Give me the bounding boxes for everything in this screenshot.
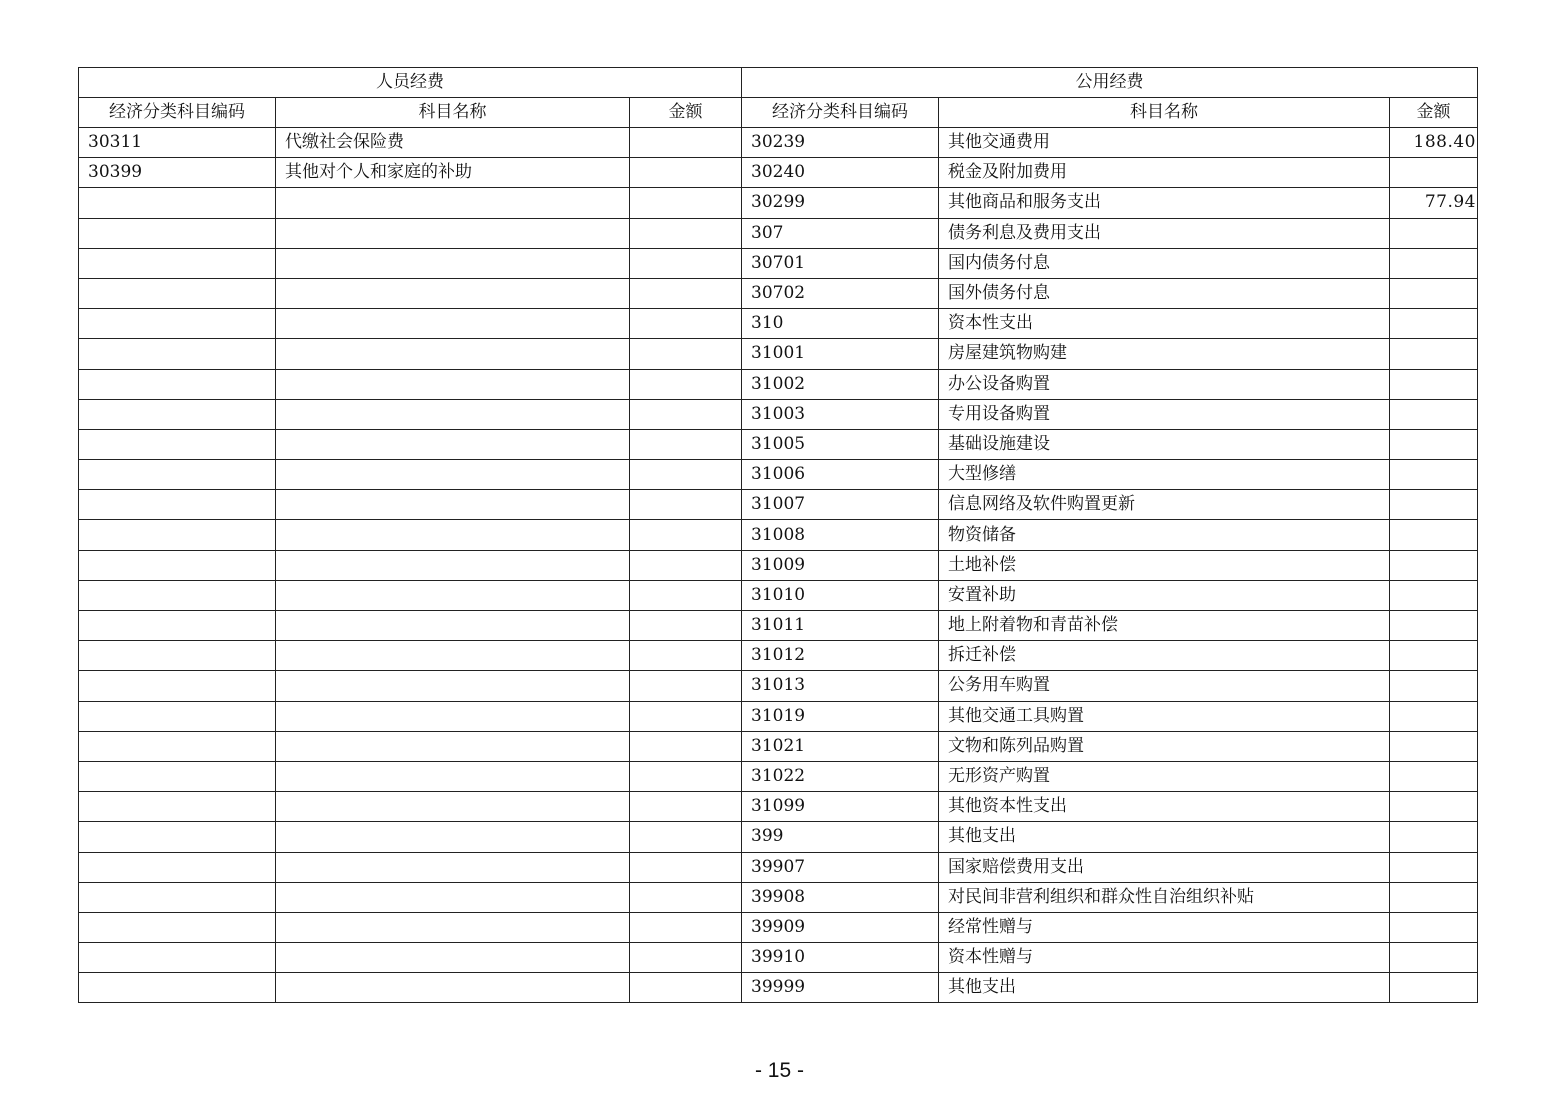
left-code-cell	[79, 520, 276, 550]
left-name-header: 科目名称	[276, 98, 630, 128]
right-amount-cell	[1390, 852, 1478, 882]
right-amount-cell	[1390, 490, 1478, 520]
right-code-cell: 39907	[742, 852, 939, 882]
right-name-cell: 文物和陈列品购置	[939, 731, 1390, 761]
table-row	[79, 641, 1478, 671]
right-name-cell: 大型修缮	[939, 460, 1390, 490]
left-code-cell	[79, 580, 276, 610]
right-amount-cell	[1390, 429, 1478, 459]
left-name-cell	[276, 792, 630, 822]
table-row	[79, 369, 1478, 399]
left-name-cell	[276, 248, 630, 278]
left-code-cell	[79, 429, 276, 459]
table-row	[79, 792, 1478, 822]
table-row	[79, 278, 1478, 308]
table-row	[79, 611, 1478, 641]
right-code-cell: 31001	[742, 339, 939, 369]
table-row	[79, 550, 1478, 580]
left-amount-cell	[630, 128, 742, 158]
page-number: - 15 -	[754, 1059, 804, 1082]
right-code-cell: 30299	[742, 188, 939, 218]
right-amount-cell	[1390, 218, 1478, 248]
right-amount-cell	[1390, 339, 1478, 369]
table-row	[79, 973, 1478, 1003]
table-row	[79, 460, 1478, 490]
right-code-cell: 31007	[742, 490, 939, 520]
right-amount-cell	[1390, 550, 1478, 580]
left-name-cell	[276, 550, 630, 580]
right-name-cell: 国内债务付息	[939, 248, 1390, 278]
right-amount-cell	[1390, 520, 1478, 550]
right-name-cell: 对民间非营利组织和群众性自治组织补贴	[939, 882, 1390, 912]
table-row	[79, 399, 1478, 429]
right-amount-cell	[1390, 278, 1478, 308]
right-amount-cell	[1390, 822, 1478, 852]
right-code-cell: 31006	[742, 460, 939, 490]
table-row	[79, 822, 1478, 852]
left-name-cell	[276, 309, 630, 339]
right-code-cell: 310	[742, 309, 939, 339]
right-code-cell: 31003	[742, 399, 939, 429]
right-name-cell: 其他支出	[939, 822, 1390, 852]
right-amount-cell	[1390, 912, 1478, 942]
left-name-cell	[276, 399, 630, 429]
left-code-cell	[79, 309, 276, 339]
left-code-cell	[79, 369, 276, 399]
right-code-cell: 30702	[742, 278, 939, 308]
left-amount-header: 金额	[630, 98, 742, 128]
left-code-cell	[79, 641, 276, 671]
table-row	[79, 852, 1478, 882]
table-row	[79, 218, 1478, 248]
left-name-cell	[276, 701, 630, 731]
left-amount-cell	[630, 218, 742, 248]
right-name-cell: 其他交通工具购置	[939, 701, 1390, 731]
table-row	[79, 580, 1478, 610]
right-name-cell: 房屋建筑物购建	[939, 339, 1390, 369]
left-amount-cell	[630, 973, 742, 1003]
left-name-cell	[276, 520, 630, 550]
left-name-cell	[276, 882, 630, 912]
right-code-cell: 31002	[742, 369, 939, 399]
left-code-cell	[79, 701, 276, 731]
right-name-cell: 土地补偿	[939, 550, 1390, 580]
left-code-cell	[79, 399, 276, 429]
right-code-cell: 31010	[742, 580, 939, 610]
left-name-cell	[276, 339, 630, 369]
right-name-cell: 其他支出	[939, 973, 1390, 1003]
right-code-cell: 39908	[742, 882, 939, 912]
left-amount-cell	[630, 731, 742, 761]
table-row	[79, 761, 1478, 791]
left-amount-cell	[630, 671, 742, 701]
right-amount-cell	[1390, 460, 1478, 490]
right-name-cell: 资本性赠与	[939, 943, 1390, 973]
left-amount-cell	[630, 158, 742, 188]
right-amount-cell	[1390, 611, 1478, 641]
left-name-cell	[276, 852, 630, 882]
right-amount-header: 金额	[1390, 98, 1478, 128]
right-amount-cell	[1390, 369, 1478, 399]
right-amount-cell	[1390, 701, 1478, 731]
left-amount-cell	[630, 248, 742, 278]
table-row	[79, 339, 1478, 369]
left-name-cell	[276, 611, 630, 641]
right-name-cell: 其他商品和服务支出	[939, 188, 1390, 218]
left-name-cell: 其他对个人和家庭的补助	[276, 158, 630, 188]
right-amount-cell	[1390, 309, 1478, 339]
right-name-cell: 地上附着物和青苗补偿	[939, 611, 1390, 641]
right-name-cell: 国家赔偿费用支出	[939, 852, 1390, 882]
left-amount-cell	[630, 943, 742, 973]
table-row	[79, 671, 1478, 701]
right-name-cell: 安置补助	[939, 580, 1390, 610]
right-code-cell: 31019	[742, 701, 939, 731]
expenditure-table	[78, 67, 1478, 1003]
left-amount-cell	[630, 550, 742, 580]
left-code-cell	[79, 550, 276, 580]
right-name-cell: 信息网络及软件购置更新	[939, 490, 1390, 520]
left-amount-cell	[630, 641, 742, 671]
left-amount-cell	[630, 912, 742, 942]
right-code-cell: 31022	[742, 761, 939, 791]
right-amount-cell	[1390, 580, 1478, 610]
left-name-cell	[276, 369, 630, 399]
table-row	[79, 158, 1478, 188]
left-code-cell	[79, 278, 276, 308]
left-amount-cell	[630, 520, 742, 550]
right-code-cell: 31008	[742, 520, 939, 550]
right-code-cell: 30239	[742, 128, 939, 158]
left-amount-cell	[630, 882, 742, 912]
right-code-cell: 39910	[742, 943, 939, 973]
left-code-cell	[79, 943, 276, 973]
right-name-cell: 无形资产购置	[939, 761, 1390, 791]
left-name-cell	[276, 731, 630, 761]
right-code-header: 经济分类科目编码	[742, 98, 939, 128]
left-amount-cell	[630, 309, 742, 339]
right-amount-cell	[1390, 731, 1478, 761]
left-name-cell	[276, 460, 630, 490]
right-name-cell: 基础设施建设	[939, 429, 1390, 459]
right-name-cell: 物资储备	[939, 520, 1390, 550]
left-amount-cell	[630, 761, 742, 791]
right-amount-cell	[1390, 671, 1478, 701]
table-row	[79, 943, 1478, 973]
table-row	[79, 309, 1478, 339]
table-row	[79, 248, 1478, 278]
right-name-cell: 资本性支出	[939, 309, 1390, 339]
table-row	[79, 429, 1478, 459]
table-row	[79, 188, 1478, 218]
left-name-cell	[276, 761, 630, 791]
left-name-cell	[276, 218, 630, 248]
table-row	[79, 520, 1478, 550]
right-name-cell: 其他资本性支出	[939, 792, 1390, 822]
right-name-cell: 债务利息及费用支出	[939, 218, 1390, 248]
right-code-cell: 31013	[742, 671, 939, 701]
right-name-cell: 拆迁补偿	[939, 641, 1390, 671]
left-code-cell	[79, 731, 276, 761]
left-name-cell: 代缴社会保险费	[276, 128, 630, 158]
table-body	[79, 128, 1478, 1003]
left-code-cell	[79, 822, 276, 852]
right-code-cell: 307	[742, 218, 939, 248]
right-code-cell: 30240	[742, 158, 939, 188]
right-name-cell: 税金及附加费用	[939, 158, 1390, 188]
left-code-cell	[79, 490, 276, 520]
right-name-cell: 国外债务付息	[939, 278, 1390, 308]
left-code-header: 经济分类科目编码	[79, 98, 276, 128]
left-code-cell	[79, 882, 276, 912]
right-code-cell: 30701	[742, 248, 939, 278]
left-amount-cell	[630, 822, 742, 852]
right-code-cell: 39999	[742, 973, 939, 1003]
left-name-cell	[276, 912, 630, 942]
right-name-cell: 公务用车购置	[939, 671, 1390, 701]
right-amount-cell	[1390, 943, 1478, 973]
table-row	[79, 731, 1478, 761]
right-code-cell: 31011	[742, 611, 939, 641]
left-code-cell	[79, 248, 276, 278]
left-code-cell	[79, 671, 276, 701]
right-code-cell: 399	[742, 822, 939, 852]
right-amount-cell	[1390, 882, 1478, 912]
left-code-cell	[79, 460, 276, 490]
public-expense-header: 公用经费	[742, 68, 1478, 98]
right-name-cell: 经常性赠与	[939, 912, 1390, 942]
left-name-cell	[276, 822, 630, 852]
left-name-cell	[276, 641, 630, 671]
left-amount-cell	[630, 429, 742, 459]
left-code-cell	[79, 339, 276, 369]
left-amount-cell	[630, 399, 742, 429]
left-name-cell	[276, 580, 630, 610]
right-amount-cell	[1390, 792, 1478, 822]
left-name-cell	[276, 943, 630, 973]
right-name-header: 科目名称	[939, 98, 1390, 128]
right-code-cell: 31009	[742, 550, 939, 580]
left-name-cell	[276, 278, 630, 308]
left-name-cell	[276, 973, 630, 1003]
left-amount-cell	[630, 701, 742, 731]
right-amount-cell	[1390, 399, 1478, 429]
table-row	[79, 912, 1478, 942]
right-code-cell: 31005	[742, 429, 939, 459]
left-name-cell	[276, 490, 630, 520]
right-name-cell: 其他交通费用	[939, 128, 1390, 158]
left-code-cell	[79, 218, 276, 248]
personnel-expense-header: 人员经费	[79, 68, 742, 98]
left-code-cell	[79, 611, 276, 641]
table-row	[79, 490, 1478, 520]
right-name-cell: 专用设备购置	[939, 399, 1390, 429]
right-code-cell: 31021	[742, 731, 939, 761]
table-row	[79, 701, 1478, 731]
left-amount-cell	[630, 339, 742, 369]
left-code-cell	[79, 761, 276, 791]
right-amount-cell	[1390, 158, 1478, 188]
right-amount-cell	[1390, 973, 1478, 1003]
left-amount-cell	[630, 580, 742, 610]
left-amount-cell	[630, 852, 742, 882]
left-code-cell: 30399	[79, 158, 276, 188]
left-code-cell	[79, 852, 276, 882]
left-amount-cell	[630, 460, 742, 490]
right-amount-cell	[1390, 248, 1478, 278]
left-name-cell	[276, 188, 630, 218]
right-amount-cell	[1390, 761, 1478, 791]
left-code-cell	[79, 912, 276, 942]
table-row	[79, 128, 1478, 158]
right-amount-cell: 77.94	[1390, 188, 1478, 218]
left-code-cell	[79, 792, 276, 822]
left-code-cell: 30311	[79, 128, 276, 158]
left-amount-cell	[630, 611, 742, 641]
left-amount-cell	[630, 792, 742, 822]
right-name-cell: 办公设备购置	[939, 369, 1390, 399]
right-code-cell: 39909	[742, 912, 939, 942]
left-code-cell	[79, 188, 276, 218]
left-amount-cell	[630, 188, 742, 218]
left-amount-cell	[630, 369, 742, 399]
left-amount-cell	[630, 490, 742, 520]
right-code-cell: 31012	[742, 641, 939, 671]
right-amount-cell	[1390, 641, 1478, 671]
right-code-cell: 31099	[742, 792, 939, 822]
table-row	[79, 882, 1478, 912]
left-name-cell	[276, 429, 630, 459]
left-amount-cell	[630, 278, 742, 308]
left-code-cell	[79, 973, 276, 1003]
right-amount-cell: 188.40	[1390, 128, 1478, 158]
left-name-cell	[276, 671, 630, 701]
